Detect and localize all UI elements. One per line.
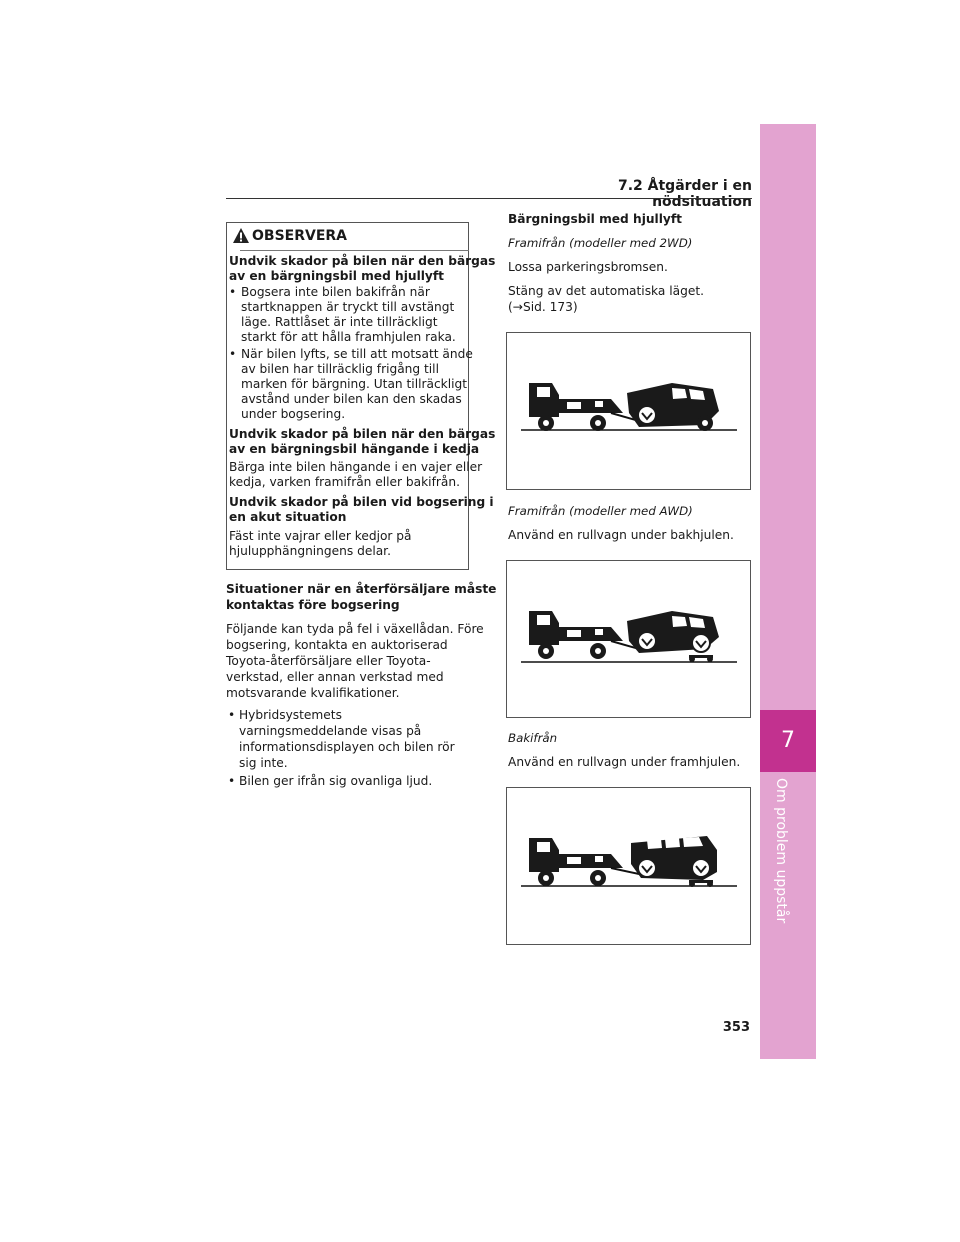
body-text: bogsering, kontakta en auktoriserad xyxy=(226,638,448,652)
chapter-title: Om problem uppstår xyxy=(773,778,789,924)
body-text: motsvarande kvalifikationer. xyxy=(226,686,400,700)
body-text: Följande kan tyda på fel i växellådan. Före xyxy=(226,622,484,636)
list-item: informationsdisplayen och bilen rör xyxy=(239,740,455,754)
warning-text: av bilen har tillräcklig frigång till xyxy=(241,362,439,376)
bullet-dot: • xyxy=(228,774,236,788)
section-title: 7.2 Åtgärder i en nödsituation xyxy=(617,178,752,210)
chapter-number: 7 xyxy=(781,728,795,753)
body-text: Stäng av det automatiska läget. xyxy=(508,284,704,298)
warning-text: starkt för att hålla framhjulen raka. xyxy=(241,330,456,344)
warning-text: Fäst inte vajrar eller kedjor på xyxy=(229,529,412,543)
tow-truck-drawing xyxy=(507,788,750,944)
body-text: (→Sid. 173) xyxy=(508,300,578,314)
warning-header-rule xyxy=(240,250,469,251)
list-item: Bilen ger ifrån sig ovanliga ljud. xyxy=(239,774,433,788)
bullet-dot: • xyxy=(229,347,237,361)
subheading-awd: Framifrån (modeller med AWD) xyxy=(508,504,693,518)
list-item: sig inte. xyxy=(239,756,288,770)
body-text: Toyota-återförsäljare eller Toyota- xyxy=(226,654,431,668)
warning-text: under bogsering. xyxy=(241,407,346,421)
warning-heading-1b: av en bärgningsbil med hjullyft xyxy=(229,269,445,283)
tow-illustration-2wd xyxy=(506,332,751,490)
warning-text: Bogsera inte bilen bakifrån när xyxy=(241,285,430,299)
subheading-2wd: Framifrån (modeller med 2WD) xyxy=(508,236,693,250)
warning-text: avstånd under bilen kan den skadas xyxy=(241,392,462,406)
warning-heading-1: Undvik skador på bilen när den bärgas xyxy=(229,254,496,268)
warning-heading-2: Undvik skador på bilen när den bärgas xyxy=(229,427,496,441)
page-number: 353 xyxy=(722,1020,750,1035)
subheading-rear: Bakifrån xyxy=(508,731,558,745)
warning-triangle-icon xyxy=(232,227,250,245)
warning-text: Bärga inte bilen hängande i en vajer eller xyxy=(229,460,483,474)
warning-text: marken för bärgning. Utan tillräckligt xyxy=(241,377,467,391)
list-item: varningsmeddelande visas på xyxy=(239,724,422,738)
warning-heading-3b: en akut situation xyxy=(229,510,347,524)
warning-text: kedja, varken framifrån eller bakifrån. xyxy=(229,475,460,489)
section-heading: Situationer när en återförsäljare måste xyxy=(226,582,497,596)
list-item: Hybridsystemets xyxy=(239,708,342,722)
tow-illustration-awd xyxy=(506,560,751,718)
tow-illustration-rear xyxy=(506,787,751,945)
body-text: Lossa parkeringsbromsen. xyxy=(508,260,668,274)
body-text: Använd en rullvagn under framhjulen. xyxy=(508,755,741,769)
bullet-dot: • xyxy=(228,708,236,722)
warning-text: När bilen lyfts, se till att motsatt ände xyxy=(241,347,473,361)
warning-text: läge. Rattlåset är inte tillräckligt xyxy=(241,315,438,329)
warning-text: startknappen är tryckt till avstängt xyxy=(241,300,455,314)
header-rule xyxy=(226,198,752,199)
bullet-dot: • xyxy=(229,285,237,299)
body-text: Använd en rullvagn under bakhjulen. xyxy=(508,528,734,542)
tow-truck-drawing xyxy=(507,333,750,489)
right-heading: Bärgningsbil med hjullyft xyxy=(508,212,682,226)
section-heading: kontaktas före bogsering xyxy=(226,598,400,612)
body-text: verkstad, eller annan verkstad med xyxy=(226,670,444,684)
warning-heading-2b: av en bärgningsbil hängande i kedja xyxy=(229,442,480,456)
tow-truck-drawing xyxy=(507,561,750,717)
warning-text: hjulupphängningens delar. xyxy=(229,544,391,558)
warning-title: OBSERVERA xyxy=(252,228,348,244)
warning-heading-3: Undvik skador på bilen vid bogsering i xyxy=(229,495,494,509)
